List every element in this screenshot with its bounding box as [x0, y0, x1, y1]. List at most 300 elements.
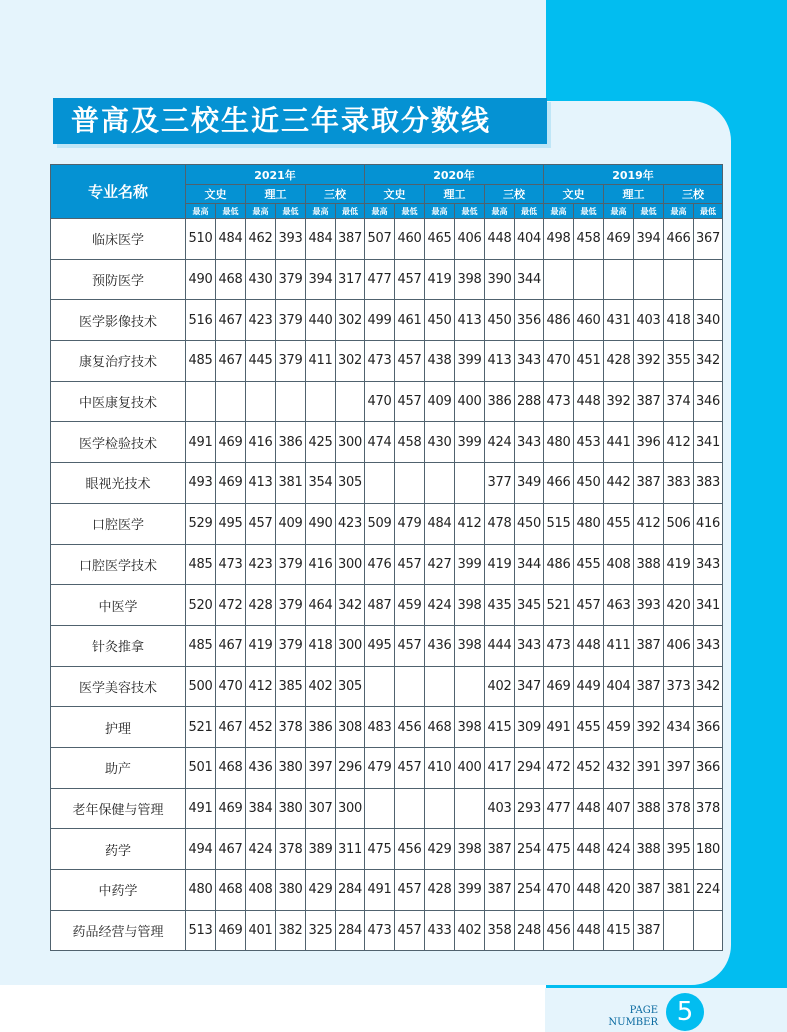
- score-cell: 495: [216, 503, 246, 544]
- score-cell: 467: [216, 625, 246, 666]
- score-cell: 342: [336, 585, 365, 626]
- score-cell: 455: [604, 503, 634, 544]
- score-cell: 420: [664, 585, 694, 626]
- score-cell: 408: [604, 544, 634, 585]
- major-name-cell: 康复治疗技术: [51, 341, 186, 382]
- score-cell: 343: [515, 625, 544, 666]
- score-cell: 432: [604, 747, 634, 788]
- score-cell: 470: [544, 870, 574, 911]
- score-cell: 457: [395, 544, 425, 585]
- score-cell: [455, 666, 485, 707]
- score-cell: 434: [664, 707, 694, 748]
- score-cell: [395, 788, 425, 829]
- score-cell: 448: [574, 870, 604, 911]
- score-cell: 529: [186, 503, 216, 544]
- score-cell: 300: [336, 544, 365, 585]
- score-cell: 448: [485, 219, 515, 260]
- score-cell: 344: [515, 544, 544, 585]
- category-header: 文史: [544, 185, 604, 204]
- subheader-max: 最高: [186, 204, 216, 219]
- score-cell: 386: [276, 422, 306, 463]
- score-cell: 394: [306, 259, 336, 300]
- table-row: [51, 341, 723, 382]
- score-cell: 435: [485, 585, 515, 626]
- score-cell: 431: [604, 300, 634, 341]
- year-header-2021: 2021年: [186, 165, 365, 185]
- score-cell: 457: [246, 503, 276, 544]
- score-cell: 459: [395, 585, 425, 626]
- score-cell: 469: [216, 910, 246, 951]
- score-cell: 428: [604, 341, 634, 382]
- category-header: 理工: [425, 185, 485, 204]
- score-cell: 457: [395, 381, 425, 422]
- category-header: 文史: [365, 185, 425, 204]
- score-cell: 415: [604, 910, 634, 951]
- score-cell: 412: [664, 422, 694, 463]
- score-cell: 513: [186, 910, 216, 951]
- score-cell: 400: [455, 747, 485, 788]
- score-cell: 404: [604, 666, 634, 707]
- score-cell: 379: [276, 300, 306, 341]
- score-cell: 254: [515, 870, 544, 911]
- major-name-cell: 药学: [51, 829, 186, 870]
- score-cell: 412: [246, 666, 276, 707]
- score-cell: 491: [365, 870, 395, 911]
- score-cell: 520: [186, 585, 216, 626]
- score-cell: 448: [574, 910, 604, 951]
- score-cell: 469: [216, 463, 246, 504]
- score-cell: 305: [336, 463, 365, 504]
- score-cell: 386: [306, 707, 336, 748]
- score-cell: 479: [395, 503, 425, 544]
- score-cell: 383: [664, 463, 694, 504]
- score-cell: 294: [515, 747, 544, 788]
- score-cell: 493: [186, 463, 216, 504]
- score-cell: 248: [515, 910, 544, 951]
- score-cell: 450: [485, 300, 515, 341]
- score-cell: 472: [216, 585, 246, 626]
- score-cell: 490: [306, 503, 336, 544]
- score-cell: 521: [544, 585, 574, 626]
- score-cell: 451: [574, 341, 604, 382]
- major-name-cell: 临床医学: [51, 219, 186, 260]
- subheader-min: 最低: [276, 204, 306, 219]
- score-cell: 346: [694, 381, 723, 422]
- score-cell: 477: [544, 788, 574, 829]
- score-cell: 398: [455, 625, 485, 666]
- table-row: [51, 666, 723, 707]
- score-cell: 479: [365, 747, 395, 788]
- score-cell: [186, 381, 216, 422]
- score-cell: 412: [455, 503, 485, 544]
- score-cell: 302: [336, 300, 365, 341]
- page-word: PAGE: [629, 1005, 658, 1016]
- score-cell: 452: [246, 707, 276, 748]
- score-cell: 382: [276, 910, 306, 951]
- score-cell: [365, 463, 395, 504]
- score-cell: [216, 381, 246, 422]
- major-name-cell: 老年保健与管理: [51, 788, 186, 829]
- subheader-max: 最高: [365, 204, 395, 219]
- score-cell: [604, 259, 634, 300]
- column-header-major-name: 专业名称: [51, 165, 186, 219]
- score-cell: 378: [694, 788, 723, 829]
- score-cell: 398: [455, 259, 485, 300]
- category-header: 理工: [246, 185, 306, 204]
- score-cell: 393: [634, 585, 664, 626]
- title-banner: [53, 98, 547, 144]
- score-cell: 442: [604, 463, 634, 504]
- score-cell: [664, 910, 694, 951]
- score-cell: 484: [306, 219, 336, 260]
- score-cell: 378: [664, 788, 694, 829]
- score-cell: 476: [365, 544, 395, 585]
- subheader-min: 最低: [455, 204, 485, 219]
- score-cell: 399: [455, 870, 485, 911]
- score-cell: 224: [694, 870, 723, 911]
- score-cell: 383: [694, 463, 723, 504]
- score-cell: 379: [276, 341, 306, 382]
- score-cell: 467: [216, 341, 246, 382]
- score-cell: 456: [395, 829, 425, 870]
- score-cell: 423: [336, 503, 365, 544]
- score-cell: 452: [574, 747, 604, 788]
- score-cell: 510: [186, 219, 216, 260]
- score-cell: 356: [515, 300, 544, 341]
- score-cell: 358: [485, 910, 515, 951]
- score-cell: 499: [365, 300, 395, 341]
- score-cell: 392: [634, 341, 664, 382]
- score-cell: 424: [246, 829, 276, 870]
- score-cell: 408: [246, 870, 276, 911]
- score-cell: 441: [604, 422, 634, 463]
- score-cell: 400: [455, 381, 485, 422]
- score-cell: 307: [306, 788, 336, 829]
- score-cell: 423: [246, 300, 276, 341]
- score-cell: 473: [216, 544, 246, 585]
- score-cell: 424: [604, 829, 634, 870]
- score-cell: 424: [425, 585, 455, 626]
- score-cell: 473: [365, 910, 395, 951]
- page-number-badge: 5: [666, 993, 704, 1031]
- score-cell: 462: [246, 219, 276, 260]
- score-cell: 495: [365, 625, 395, 666]
- score-cell: 457: [395, 259, 425, 300]
- score-cell: 300: [336, 625, 365, 666]
- score-cell: 483: [365, 707, 395, 748]
- subheader-max: 最高: [246, 204, 276, 219]
- score-cell: 468: [216, 870, 246, 911]
- score-cell: 296: [336, 747, 365, 788]
- major-name-cell: 预防医学: [51, 259, 186, 300]
- score-cell: 475: [365, 829, 395, 870]
- score-cell: 469: [216, 788, 246, 829]
- score-cell: 467: [216, 300, 246, 341]
- score-cell: 468: [216, 259, 246, 300]
- score-cell: 380: [276, 747, 306, 788]
- subheader-max: 最高: [485, 204, 515, 219]
- score-cell: 399: [455, 544, 485, 585]
- score-cell: 430: [246, 259, 276, 300]
- score-cell: 342: [694, 666, 723, 707]
- score-cell: 470: [216, 666, 246, 707]
- major-name-cell: 中医学: [51, 585, 186, 626]
- score-cell: [455, 463, 485, 504]
- score-cell: 506: [664, 503, 694, 544]
- score-cell: 398: [455, 707, 485, 748]
- score-cell: 436: [246, 747, 276, 788]
- score-cell: 469: [604, 219, 634, 260]
- score-cell: 411: [604, 625, 634, 666]
- score-cell: [395, 463, 425, 504]
- subheader-max: 最高: [544, 204, 574, 219]
- score-cell: 345: [515, 585, 544, 626]
- score-cell: 385: [276, 666, 306, 707]
- table-row: [51, 503, 723, 544]
- score-cell: 387: [634, 463, 664, 504]
- score-cell: 402: [485, 666, 515, 707]
- score-cell: 389: [306, 829, 336, 870]
- subheader-max: 最高: [425, 204, 455, 219]
- score-cell: 415: [485, 707, 515, 748]
- subheader-min: 最低: [634, 204, 664, 219]
- score-cell: 473: [544, 625, 574, 666]
- score-cell: 500: [186, 666, 216, 707]
- score-cell: 300: [336, 422, 365, 463]
- major-name-cell: 中医康复技术: [51, 381, 186, 422]
- score-cell: 343: [694, 625, 723, 666]
- score-cell: 457: [395, 747, 425, 788]
- score-cell: 387: [485, 829, 515, 870]
- subheader-max: 最高: [664, 204, 694, 219]
- score-cell: 416: [694, 503, 723, 544]
- score-cell: 449: [574, 666, 604, 707]
- category-header: 三校: [306, 185, 365, 204]
- score-cell: 460: [395, 219, 425, 260]
- table-row: [51, 219, 723, 260]
- score-cell: 395: [664, 829, 694, 870]
- page-label: [602, 1005, 658, 1029]
- score-cell: 521: [186, 707, 216, 748]
- score-cell: 380: [276, 788, 306, 829]
- score-cell: 418: [664, 300, 694, 341]
- score-cell: [694, 259, 723, 300]
- score-cell: 300: [336, 788, 365, 829]
- score-cell: 417: [485, 747, 515, 788]
- score-cell: [276, 381, 306, 422]
- score-cell: 413: [246, 463, 276, 504]
- score-cell: 416: [246, 422, 276, 463]
- score-cell: 458: [574, 219, 604, 260]
- score-cell: 491: [186, 788, 216, 829]
- table-row: [51, 585, 723, 626]
- score-cell: 448: [574, 829, 604, 870]
- table-row: [51, 870, 723, 911]
- score-cell: 450: [425, 300, 455, 341]
- score-cell: 340: [694, 300, 723, 341]
- major-name-cell: 护理: [51, 707, 186, 748]
- score-cell: 486: [544, 544, 574, 585]
- score-cell: 418: [306, 625, 336, 666]
- table-row: [51, 544, 723, 585]
- score-cell: 473: [544, 381, 574, 422]
- score-cell: 387: [634, 910, 664, 951]
- score-cell: 420: [604, 870, 634, 911]
- score-cell: [306, 381, 336, 422]
- score-cell: 388: [634, 788, 664, 829]
- score-cell: 399: [455, 422, 485, 463]
- score-cell: 413: [485, 341, 515, 382]
- score-cell: 424: [485, 422, 515, 463]
- score-cell: 311: [336, 829, 365, 870]
- score-cell: 436: [425, 625, 455, 666]
- score-cell: 366: [694, 707, 723, 748]
- score-cell: 407: [604, 788, 634, 829]
- score-cell: 463: [604, 585, 634, 626]
- year-header-2020: 2020年: [365, 165, 544, 185]
- score-cell: 413: [455, 300, 485, 341]
- category-header: 文史: [186, 185, 246, 204]
- score-cell: 347: [515, 666, 544, 707]
- score-cell: 293: [515, 788, 544, 829]
- number-word: NUMBER: [608, 1017, 658, 1028]
- score-cell: 469: [544, 666, 574, 707]
- score-cell: 380: [276, 870, 306, 911]
- score-cell: 399: [455, 341, 485, 382]
- score-cell: 491: [186, 422, 216, 463]
- score-cell: 401: [246, 910, 276, 951]
- score-cell: 419: [485, 544, 515, 585]
- major-name-cell: 针灸推拿: [51, 625, 186, 666]
- score-cell: 366: [694, 747, 723, 788]
- score-cell: 429: [306, 870, 336, 911]
- major-name-cell: 口腔医学技术: [51, 544, 186, 585]
- score-cell: 498: [544, 219, 574, 260]
- score-cell: 480: [186, 870, 216, 911]
- score-cell: 387: [634, 625, 664, 666]
- score-cell: 515: [544, 503, 574, 544]
- score-cell: 490: [186, 259, 216, 300]
- score-cell: 403: [485, 788, 515, 829]
- score-cell: 485: [186, 625, 216, 666]
- score-cell: 427: [425, 544, 455, 585]
- score-cell: 507: [365, 219, 395, 260]
- score-cell: 410: [425, 747, 455, 788]
- score-cell: 396: [634, 422, 664, 463]
- score-cell: 448: [574, 625, 604, 666]
- table-row: [51, 788, 723, 829]
- table-row: [51, 300, 723, 341]
- score-cell: 468: [216, 747, 246, 788]
- score-cell: 317: [336, 259, 365, 300]
- score-cell: 377: [485, 463, 515, 504]
- score-cell: 309: [515, 707, 544, 748]
- score-cell: 402: [306, 666, 336, 707]
- table-row: [51, 381, 723, 422]
- score-cell: 457: [395, 910, 425, 951]
- score-cell: 478: [485, 503, 515, 544]
- score-cell: 459: [604, 707, 634, 748]
- table-row: [51, 829, 723, 870]
- score-cell: [395, 666, 425, 707]
- score-cell: 484: [216, 219, 246, 260]
- major-name-cell: 医学影像技术: [51, 300, 186, 341]
- category-header: 三校: [664, 185, 723, 204]
- score-cell: 406: [664, 625, 694, 666]
- score-cell: 325: [306, 910, 336, 951]
- score-cell: 381: [276, 463, 306, 504]
- score-cell: 406: [455, 219, 485, 260]
- score-cell: [694, 910, 723, 951]
- score-cell: 486: [544, 300, 574, 341]
- score-cell: 438: [425, 341, 455, 382]
- score-cell: 308: [336, 707, 365, 748]
- score-cell: 484: [425, 503, 455, 544]
- score-cell: 398: [455, 585, 485, 626]
- score-cell: 509: [365, 503, 395, 544]
- score-cell: 477: [365, 259, 395, 300]
- score-cell: 354: [306, 463, 336, 504]
- score-cell: [455, 788, 485, 829]
- score-cell: 472: [544, 747, 574, 788]
- subheader-min: 最低: [574, 204, 604, 219]
- score-cell: 379: [276, 625, 306, 666]
- score-cell: 343: [694, 544, 723, 585]
- score-cell: 355: [664, 341, 694, 382]
- category-header: 理工: [604, 185, 664, 204]
- score-cell: 411: [306, 341, 336, 382]
- major-name-cell: 药品经营与管理: [51, 910, 186, 951]
- score-cell: 398: [455, 829, 485, 870]
- score-cell: [425, 788, 455, 829]
- score-cell: 456: [395, 707, 425, 748]
- subheader-max: 最高: [306, 204, 336, 219]
- score-cell: [336, 381, 365, 422]
- major-name-cell: 中药学: [51, 870, 186, 911]
- score-cell: 409: [425, 381, 455, 422]
- table-row: [51, 259, 723, 300]
- score-cell: 374: [664, 381, 694, 422]
- major-name-cell: 口腔医学: [51, 503, 186, 544]
- score-cell: 467: [216, 829, 246, 870]
- score-cell: 487: [365, 585, 395, 626]
- major-name-cell: 医学检验技术: [51, 422, 186, 463]
- score-cell: 419: [664, 544, 694, 585]
- score-cell: [365, 666, 395, 707]
- subheader-min: 最低: [515, 204, 544, 219]
- score-cell: 412: [634, 503, 664, 544]
- score-cell: 453: [574, 422, 604, 463]
- score-cell: 392: [634, 707, 664, 748]
- score-table: [50, 164, 723, 951]
- score-cell: 180: [694, 829, 723, 870]
- score-cell: 373: [664, 666, 694, 707]
- score-cell: 419: [425, 259, 455, 300]
- page-title: 普高及三校生近三年录取分数线: [71, 104, 492, 137]
- score-cell: 467: [216, 707, 246, 748]
- score-cell: 480: [574, 503, 604, 544]
- table-row: [51, 747, 723, 788]
- score-cell: 455: [574, 544, 604, 585]
- score-cell: 379: [276, 544, 306, 585]
- score-cell: 456: [544, 910, 574, 951]
- score-cell: 465: [425, 219, 455, 260]
- score-cell: 343: [515, 341, 544, 382]
- score-cell: 379: [276, 259, 306, 300]
- score-cell: 302: [336, 341, 365, 382]
- score-cell: [246, 381, 276, 422]
- score-cell: 343: [515, 422, 544, 463]
